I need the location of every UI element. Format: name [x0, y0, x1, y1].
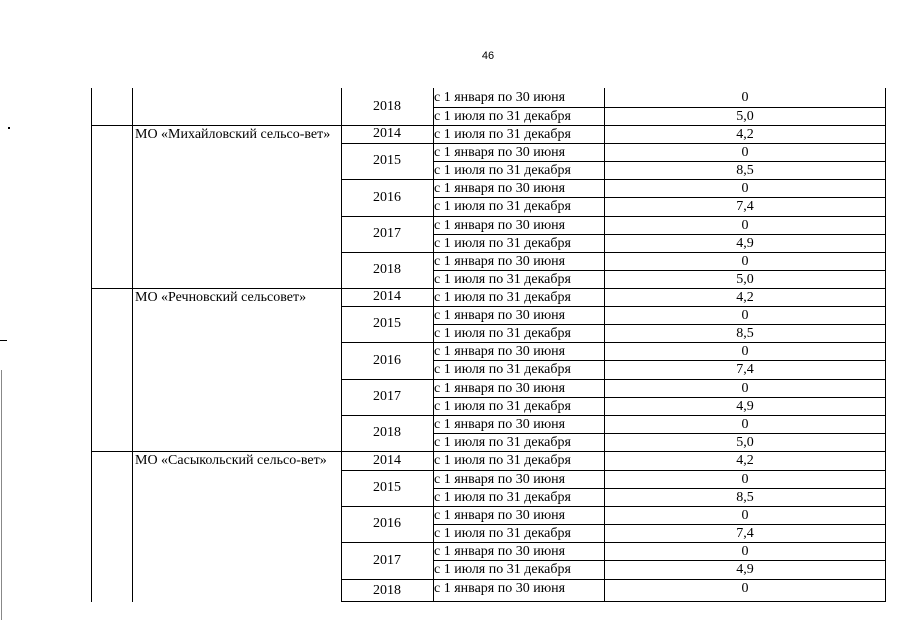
period-cell: с 1 июля по 31 декабря: [434, 272, 571, 287]
table-bottom-border: [341, 601, 886, 602]
scan-speck: [8, 127, 10, 129]
year-cell: 2017: [373, 389, 401, 404]
period-cell: с 1 января по 30 июня: [434, 581, 566, 596]
period-cell: с 1 января по 30 июня: [434, 544, 566, 559]
period-cell: с 1 июля по 31 декабря: [434, 362, 571, 377]
period-cell: с 1 июля по 31 декабря: [434, 236, 571, 251]
rate-value-cell: 0: [741, 417, 749, 432]
rate-value-cell: 7,4: [736, 362, 754, 377]
rate-value-cell: 4,2: [736, 453, 754, 468]
column-divider: [341, 88, 342, 602]
period-cell: с 1 января по 30 июня: [434, 308, 566, 323]
rate-value-cell: 5,0: [736, 435, 754, 450]
rate-value-cell: 0: [741, 381, 749, 396]
year-cell: 2018: [373, 98, 401, 114]
rate-value-cell: 4,9: [736, 236, 754, 251]
year-cell: 2015: [373, 316, 401, 331]
rate-value-cell: 4,9: [736, 399, 754, 414]
municipality-name: МО «Речновский сельсовет»: [135, 290, 307, 305]
year-cell: 2014: [373, 289, 401, 304]
year-cell: 2017: [373, 552, 401, 568]
rate-value-cell: 8,5: [736, 326, 754, 341]
rate-value-cell: 5,0: [736, 109, 754, 124]
period-cell: с 1 января по 30 июня: [434, 472, 566, 487]
period-cell: с 1 января по 30 июня: [434, 508, 566, 523]
period-cell: с 1 июля по 31 декабря: [434, 435, 571, 450]
period-cell: с 1 июля по 31 декабря: [434, 127, 571, 142]
period-cell: с 1 января по 30 июня: [434, 90, 566, 105]
year-cell: 2016: [373, 352, 401, 368]
rate-value-cell: 0: [741, 145, 749, 160]
period-cell: с 1 июля по 31 декабря: [434, 490, 571, 505]
column-divider: [132, 88, 133, 602]
rate-value-cell: 0: [741, 581, 749, 596]
period-cell: с 1 января по 30 июня: [434, 417, 566, 432]
year-cell: 2018: [373, 262, 401, 277]
year-cell: 2014: [373, 452, 401, 468]
tax-rate-table: [91, 88, 886, 602]
year-cell: 2018: [373, 582, 401, 598]
period-cell: с 1 июля по 31 декабря: [434, 399, 571, 414]
rate-value-cell: 0: [741, 344, 749, 359]
scan-dash: [0, 340, 7, 341]
period-cell: с 1 июля по 31 декабря: [434, 326, 571, 341]
year-cell: 2017: [373, 226, 401, 241]
rate-value-cell: 4,9: [736, 562, 754, 577]
rate-value-cell: 0: [741, 508, 749, 523]
period-cell: с 1 июля по 31 декабря: [434, 526, 571, 541]
year-cell: 2018: [373, 425, 401, 440]
rate-value-cell: 0: [741, 218, 749, 233]
rate-value-cell: 5,0: [736, 272, 754, 287]
period-cell: с 1 июля по 31 декабря: [434, 199, 571, 214]
period-cell: с 1 января по 30 июня: [434, 381, 566, 396]
period-cell: с 1 января по 30 июня: [434, 145, 566, 160]
rate-value-cell: 0: [741, 544, 749, 559]
municipality-name: МО «Михайловский сельсо-вет»: [135, 127, 331, 142]
rate-value-cell: 0: [741, 181, 749, 196]
municipality-name: МО «Сасыкольский сельсо-вет»: [135, 453, 327, 468]
rate-value-cell: 7,4: [736, 199, 754, 214]
period-cell: с 1 июля по 31 декабря: [434, 163, 571, 178]
rate-value-cell: 4,2: [736, 127, 754, 142]
period-cell: с 1 января по 30 июня: [434, 181, 566, 196]
rate-value-cell: 0: [741, 308, 749, 323]
table-border-left: [91, 88, 92, 602]
year-cell: 2015: [373, 480, 401, 495]
year-cell: 2014: [373, 126, 401, 141]
year-cell: 2016: [373, 189, 401, 205]
period-cell: с 1 июля по 31 декабря: [434, 109, 571, 124]
rate-value-cell: 4,2: [736, 290, 754, 305]
page-number: 46: [481, 50, 495, 62]
rate-value-cell: 7,4: [736, 526, 754, 541]
period-cell: с 1 июля по 31 декабря: [434, 290, 571, 305]
year-cell: 2015: [373, 153, 401, 168]
rate-value-cell: 0: [741, 90, 749, 105]
rate-value-cell: 0: [741, 254, 749, 269]
period-cell: с 1 января по 30 июня: [434, 344, 566, 359]
period-cell: с 1 июля по 31 декабря: [434, 453, 571, 468]
period-cell: с 1 января по 30 июня: [434, 254, 566, 269]
rate-value-cell: 8,5: [736, 490, 754, 505]
scan-edge-mark: [1, 370, 2, 620]
period-cell: с 1 июля по 31 декабря: [434, 562, 571, 577]
period-cell: с 1 января по 30 июня: [434, 218, 566, 233]
year-cell: 2016: [373, 516, 401, 531]
rate-value-cell: 8,5: [736, 163, 754, 178]
rate-value-cell: 0: [741, 472, 749, 487]
